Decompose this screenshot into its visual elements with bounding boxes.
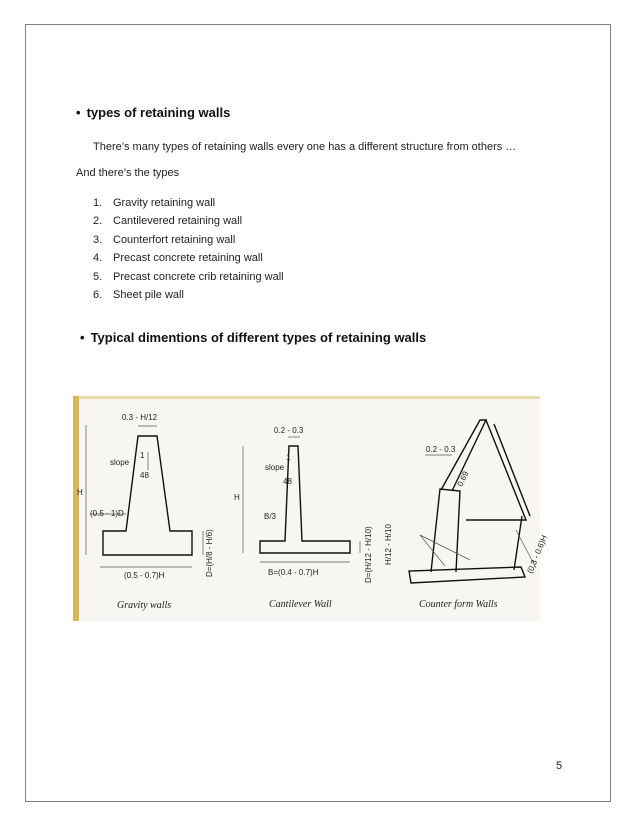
counterfort-diag-label: 0.69 <box>455 469 471 488</box>
cantilever-base-label: B=(0.4 - 0.7)H <box>268 568 319 577</box>
gravity-base-label: (0.5 - 0.7)H <box>124 571 165 580</box>
list-item-number: 6. <box>93 288 103 301</box>
cantilever-one-label: 1 <box>286 453 291 462</box>
intro-paragraph: There’s many types of retaining walls every one has a different structure from others … <box>93 141 517 153</box>
counterfort-side-label: (0.3 - 0.6)H <box>525 533 550 575</box>
counterfort-wall-outline <box>409 567 525 583</box>
list-item-number: 2. <box>93 215 103 228</box>
cantilever-ratio-label: 48 <box>283 477 292 486</box>
gravity-top-label: 0.3 - H/12 <box>122 413 158 422</box>
bullet: • <box>76 105 81 120</box>
list-item-number: 4. <box>93 252 103 265</box>
counterfort-rib <box>452 420 526 520</box>
list-item-number: 3. <box>93 233 103 246</box>
cantilever-caption: Cantilever Wall <box>269 599 332 610</box>
page-number: 5 <box>556 760 563 772</box>
section-heading-text: types of retaining walls <box>86 105 231 120</box>
list-item-label: Precast concrete retaining wall <box>113 252 263 265</box>
cantilever-slope-label: slope <box>265 463 285 472</box>
counterfort-edge <box>494 424 530 570</box>
bullet: • <box>80 330 85 345</box>
list-item-number: 1. <box>93 197 103 209</box>
list-item-number: 5. <box>93 270 103 283</box>
counterfort-thick-label: H/12 - H/10 <box>384 524 393 565</box>
list-item-label: Counterfort retaining wall <box>113 233 236 246</box>
list-item-label: Cantilevered retaining wall <box>113 215 243 228</box>
types-lead-text: And there’s the types <box>76 167 180 179</box>
counterfort-stem <box>431 489 460 572</box>
gravity-ratio-label: 48 <box>140 471 149 480</box>
list-item-label: Sheet pile wall <box>113 288 184 301</box>
cantilever-toe-label: B/3 <box>264 512 277 521</box>
cantilever-depth-label: D=(H/12 - H/10) <box>364 526 373 583</box>
gravity-slope-label: slope <box>110 458 130 467</box>
counterfort-caption: Counter form Walls <box>419 599 498 610</box>
cantilever-top-label: 0.2 - 0.3 <box>274 426 304 435</box>
gravity-one-label: 1 <box>140 451 145 460</box>
list-item-label: Precast concrete crib retaining wall <box>113 270 284 283</box>
section-heading-text: Typical dimentions of different types of retaining walls <box>90 330 427 345</box>
cantilever-height-label: H <box>234 493 240 502</box>
gravity-wall-outline <box>103 436 192 555</box>
gravity-depth-label: D=(H/8 - H/6) <box>205 529 214 577</box>
gravity-height-label: H <box>77 488 83 497</box>
list-item-label: Gravity retaining wall <box>113 197 216 209</box>
gravity-caption: Gravity walls <box>117 600 172 611</box>
gravity-toe-label: (0.5 - 1)D <box>90 509 124 518</box>
counterfort-top-label: 0.2 - 0.3 <box>426 445 456 454</box>
